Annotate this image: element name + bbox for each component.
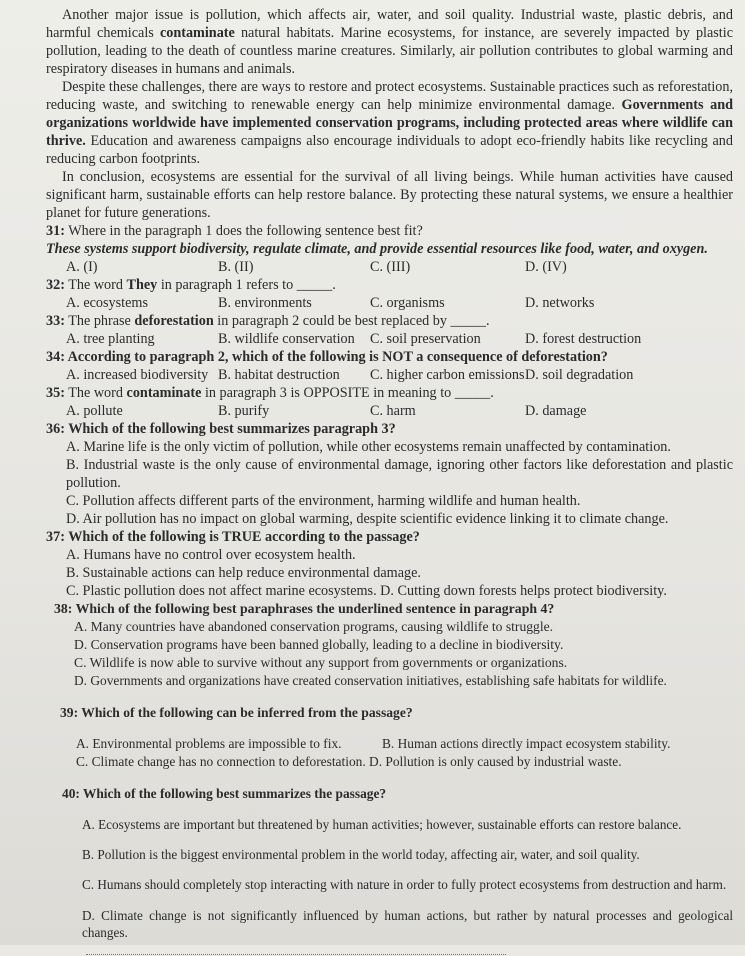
question-32-options (46, 294, 733, 312)
option-c-d: C. Climate change has no connection to deforestation. D. Pollution is only caused by industrial waste. (76, 754, 622, 770)
bold-sentence-governments: Governments and organizations worldwide have implemented conservation programs, including protected areas where wildlife can thrive. (46, 97, 733, 149)
option-a: A. tree planting (66, 331, 155, 347)
option-c: C. Wildlife is now able to survive without any support from governments or organizations. (74, 655, 568, 670)
paragraph-pollution: Another major issue is pollution, which affects air, water, and soil quality. Industrial waste, plastic debris, and harmful chemicals contaminate natural habitats. Marine ecosystems, for instance, are severely impacted by plastic pollution, leading to the death of countless marine creatures. Similarly, air pollution contributes to global warming and respiratory diseases in humans and animals. (46, 7, 733, 77)
option-c: C. Humans should completely stop interacting with nature in order to fully protect ecosystems from destruction and harm. (82, 877, 727, 893)
option-b: B. Human actions directly impact ecosystem stability. (382, 736, 671, 752)
option-d: D. networks (525, 295, 595, 311)
question-39-options (46, 735, 733, 753)
bold-word-contaminate: contaminate (159, 25, 235, 41)
question-34-options (46, 366, 733, 384)
option-b: B. wildlife conservation (218, 331, 355, 347)
question-32: 32: The word They in paragraph 1 refers to _____. (46, 277, 336, 293)
question-37: 37: Which of the following is TRUE according to the passage? (46, 529, 420, 545)
option-a: A. pollute (66, 403, 123, 419)
option-b: B. (II) (218, 259, 254, 275)
option-a: A. Many countries have abandoned conservation programs, causing wildlife to struggle. (74, 619, 554, 634)
option-d: D. Air pollution has no impact on global warming, despite scientific evidence linking it to climate change. (66, 511, 669, 527)
question-39: 39: Which of the following can be inferred from the passage? (60, 704, 413, 720)
option-c: C. higher carbon emissions (370, 367, 525, 383)
option-a: A. Marine life is the only victim of pollution, while other ecosystems remain unaffected by contamination. (66, 439, 671, 455)
question-35-options (46, 402, 733, 420)
option-b: B. Industrial waste is the only cause of environmental damage, ignoring other factors like deforestation and plastic pollution. (66, 457, 733, 491)
option-a: A. (I) (66, 259, 98, 275)
question-33-options (46, 330, 733, 348)
dotted-divider (86, 954, 506, 956)
option-c: C. soil preservation (370, 331, 481, 347)
paragraph-conclusion: In conclusion, ecosystems are essential for the survival of all living beings. While human activities have caused significant harm, sustainable efforts can help restore balance. By protecting these natural systems, we ensure a healthier planet for future generations. (46, 169, 733, 221)
option-d: D. Climate change is not significantly influenced by human actions, but rather by natural processes and geological changes. (82, 907, 733, 940)
option-a: A. Humans have no control over ecosystem health. (66, 547, 356, 563)
question-38: 38: Which of the following best paraphrases the underlined sentence in paragraph 4? (54, 601, 555, 616)
question-33: 33: The phrase deforestation in paragraph 2 could be best replaced by _____. (46, 313, 490, 329)
option-d: D. soil degradation (525, 367, 634, 383)
option-b: B. Pollution is the biggest environmental problem in the world today, affecting air, water, and soil quality. (82, 847, 640, 863)
option-c-d: C. Plastic pollution does not affect marine ecosystems. D. Cutting down forests helps protect biodiversity. (66, 583, 667, 599)
option-c: C. Pollution affects different parts of the environment, harming wildlife and human health. (66, 493, 581, 509)
option-d: D. damage (525, 403, 587, 419)
option-d: D. forest destruction (525, 331, 642, 347)
question-40: 40: Which of the following best summarizes the passage? (62, 785, 387, 801)
option-b: B. habitat destruction (218, 367, 340, 383)
option-b: D. Conservation programs have been banned globally, leading to a decline in biodiversity. (74, 637, 564, 652)
option-d: D. Governments and organizations have created conservation initiatives, establishing safe habitats for wildlife. (74, 673, 667, 688)
question-36: 36: Which of the following best summarizes paragraph 3? (46, 421, 396, 437)
question-34: 34: According to paragraph 2, which of the following is NOT a consequence of deforestation? (46, 349, 608, 365)
question-35: 35: The word contaminate in paragraph 3 is OPPOSITE in meaning to _____. (46, 385, 494, 401)
option-b: B. Sustainable actions can help reduce environmental damage. (66, 565, 421, 581)
option-b: B. environments (218, 295, 312, 311)
option-a: A. Environmental problems are impossible to fix. (76, 736, 342, 752)
option-c: C. (III) (370, 259, 411, 275)
option-d: D. (IV) (525, 259, 567, 275)
option-c: C. harm (370, 403, 416, 419)
question-31-sentence: These systems support biodiversity, regulate climate, and provide essential resources like food, water, and oxygen. (46, 241, 708, 257)
option-a: A. increased biodiversity (66, 367, 209, 383)
paragraph-despite: Despite these challenges, there are ways to restore and protect ecosystems. Sustainable practices such as reforestation, reducing waste, and switching to renewable energy can help minimize environmental damage. Governments and organizations worldwide have implemented conservation programs, including protected areas where wildlife can thrive. Education and awareness campaigns also encourage individuals to adopt eco-friendly habits like recycling and reducing carbon footprints. (46, 79, 733, 167)
option-a: A. ecosystems (66, 295, 148, 311)
option-c: C. organisms (370, 295, 445, 311)
option-a: A. Ecosystems are important but threatened by human activities; however, sustainable efforts can restore balance. (82, 816, 682, 832)
question-31-options (46, 258, 733, 276)
option-b: B. purify (218, 403, 270, 419)
question-31: 31: Where in the paragraph 1 does the following sentence best fit? (46, 223, 423, 239)
